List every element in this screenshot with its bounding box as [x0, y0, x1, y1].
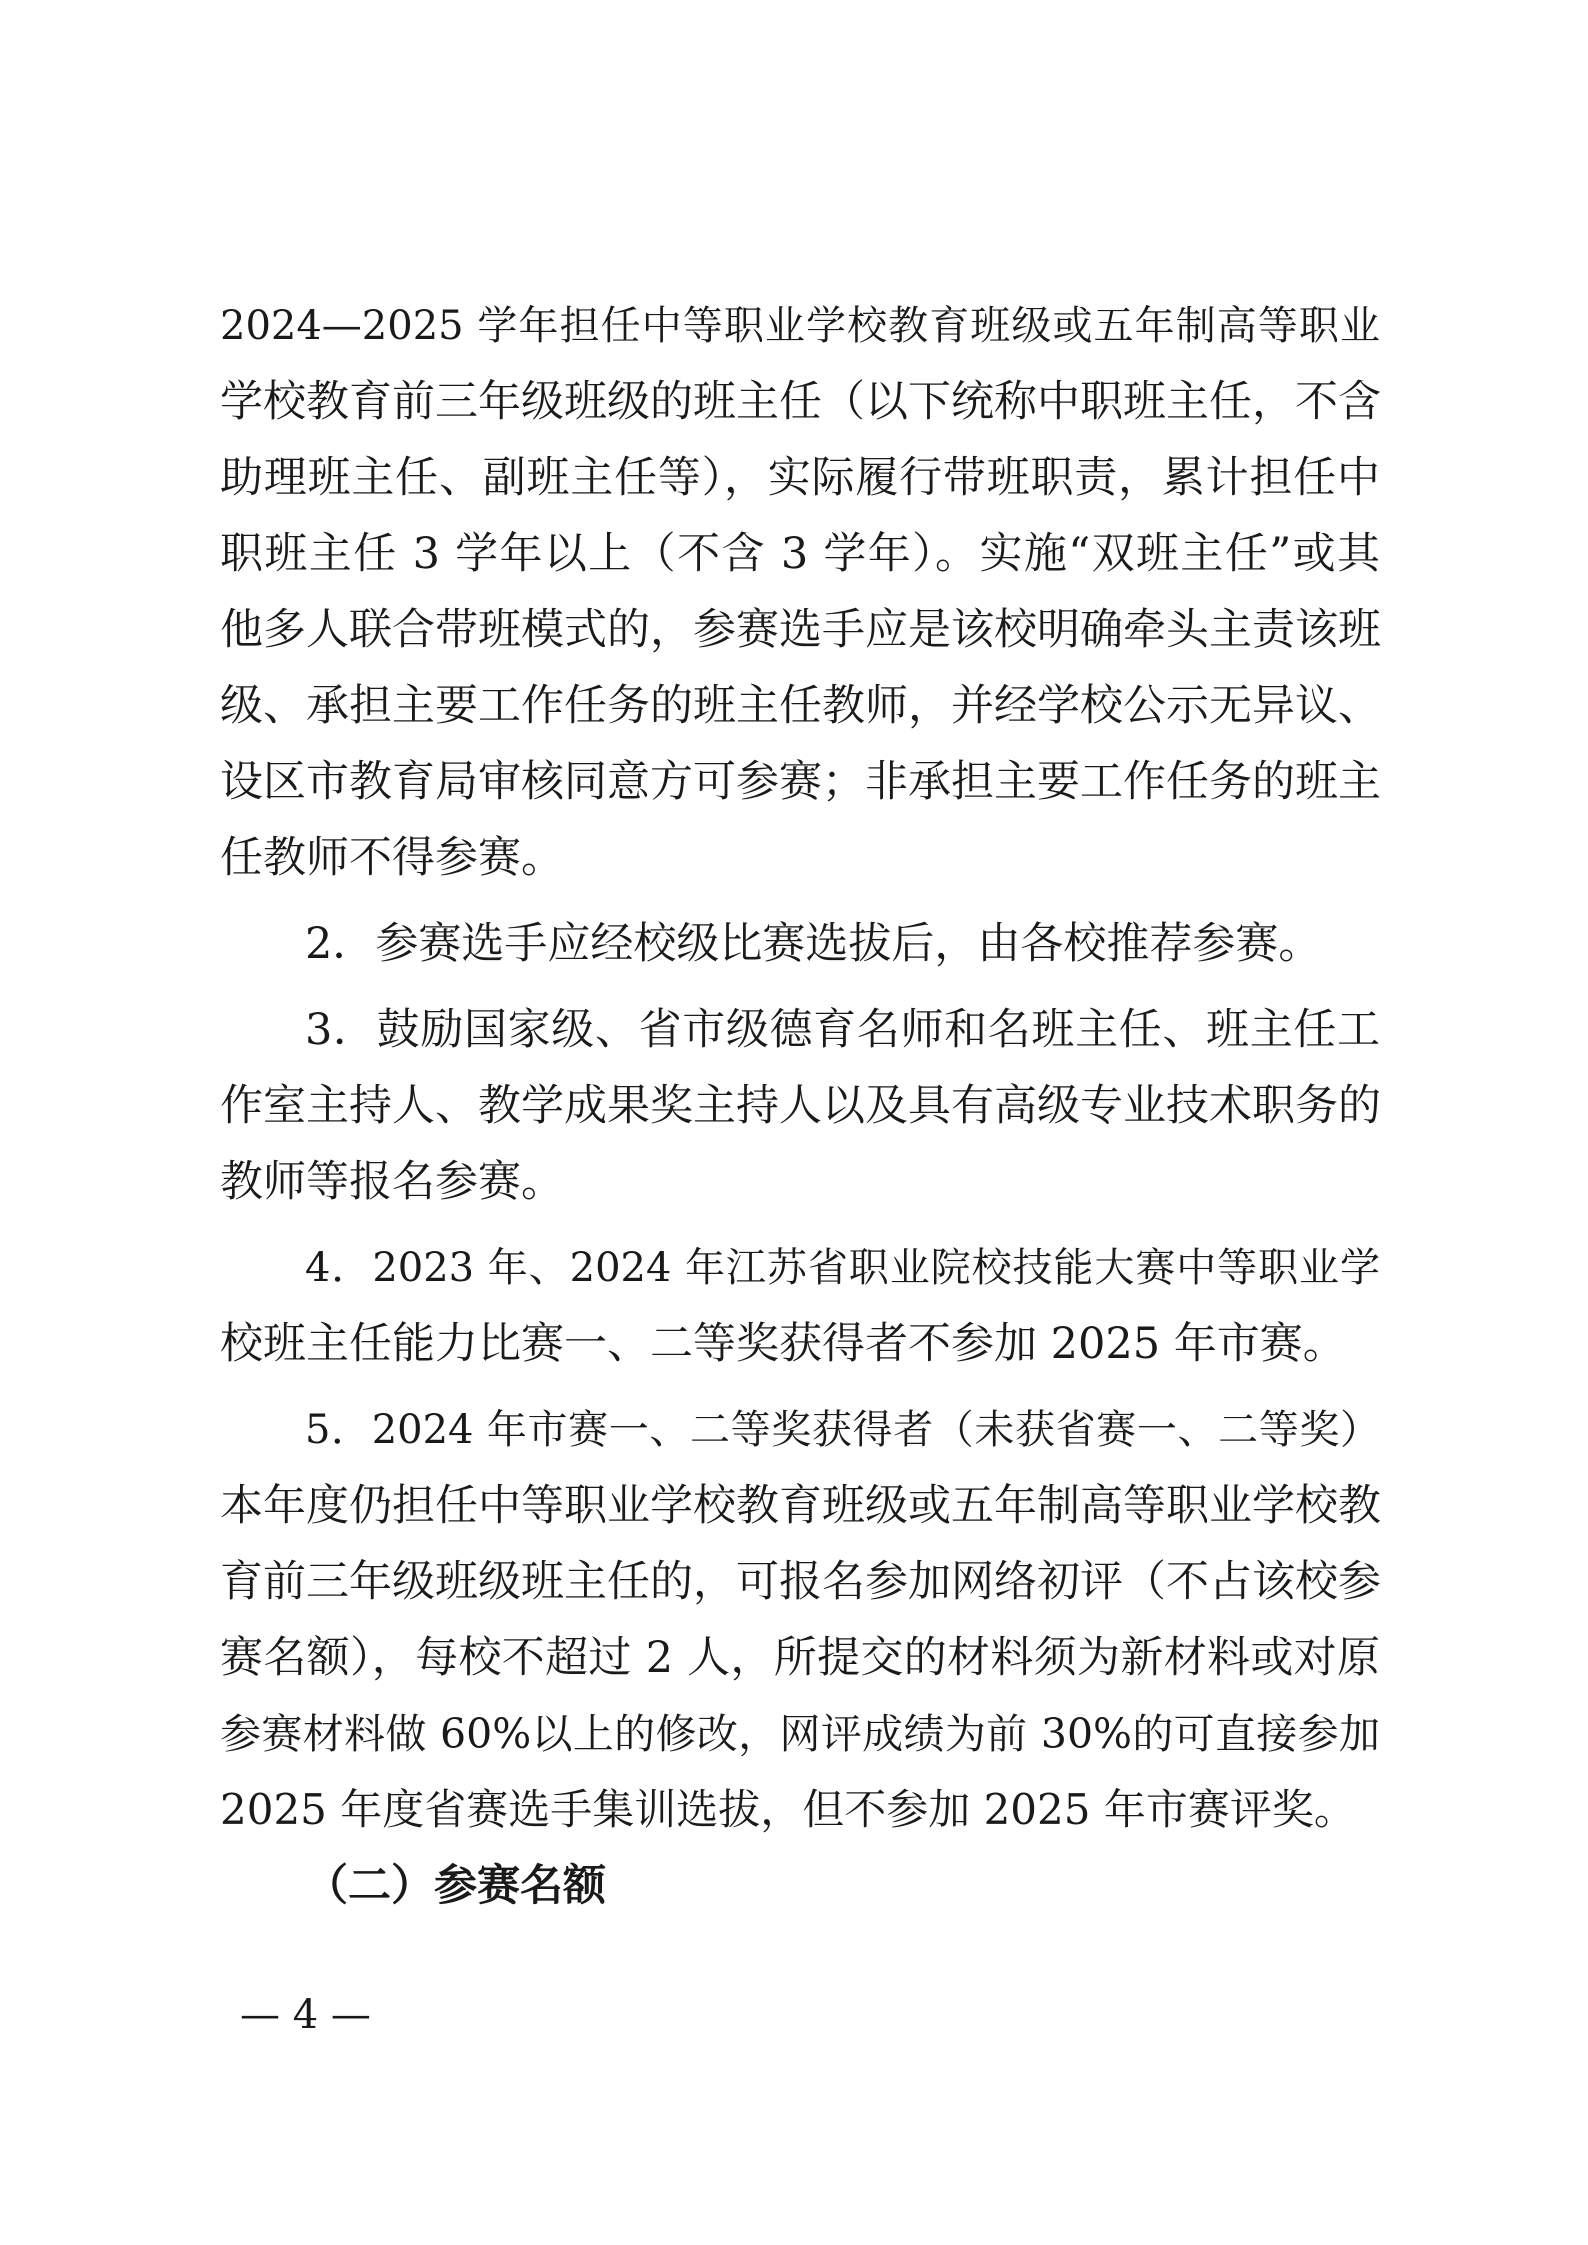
paragraph-line: 级、承担主要工作任务的班主任教师，并经学校公示无异议、	[220, 681, 1381, 731]
paragraph-line: 设区市教育局审核同意方可参赛；非承担主要工作任务的班主	[220, 757, 1381, 807]
paragraph-line: 助理班主任、副班主任等），实际履行带班职责，累计担任中	[220, 453, 1380, 503]
paragraph-line: 4．2023 年、2024 年江苏省职业院校技能大赛中等职业学	[305, 1245, 1380, 1291]
paragraph-line: 5．2024 年市赛一、二等奖获得者（未获省赛一、二等奖）	[305, 1407, 1380, 1453]
paragraph-line: 校班主任能力比赛一、二等奖获得者不参加 2025 年市赛。	[220, 1319, 1346, 1369]
section-heading: （二）参赛名额	[305, 1861, 606, 1911]
paragraph-line: 他多人联合带班模式的，参赛选手应是该校明确牵头主责该班	[220, 605, 1381, 655]
paragraph-line: 参赛材料做 60%以上的修改，网评成绩为前 30%的可直接参加	[220, 1710, 1380, 1758]
paragraph-line: 2025 年度省赛选手集训选拔，但不参加 2025 年市赛评奖。	[220, 1785, 1356, 1834]
paragraph-line: 2024—2025 学年担任中等职业学校教育班级或五年制高等职业	[220, 303, 1380, 349]
paragraph-line: 3．鼓励国家级、省市级德育名师和名班主任、班主任工	[305, 1005, 1380, 1055]
paragraph-line: 2．参赛选手应经校级比赛选拔后，由各校推荐参赛。	[305, 919, 1322, 969]
paragraph-line: 赛名额），每校不超过 2 人，所提交的材料须为新材料或对原	[220, 1633, 1380, 1683]
paragraph-line: 育前三年级班级班主任的，可报名参加网络初评（不占该校参	[220, 1557, 1381, 1607]
paragraph-line: 学校教育前三年级班级的班主任（以下统称中职班主任，不含	[220, 377, 1381, 427]
paragraph-line: 本年度仍担任中等职业学校教育班级或五年制高等职业学校教	[220, 1481, 1381, 1531]
paragraph-line: 任教师不得参赛。	[220, 833, 564, 883]
paragraph-line: 教师等报名参赛。	[220, 1157, 564, 1207]
paragraph-line: 职班主任 3 学年以上（不含 3 学年）。实施“双班主任”或其	[220, 529, 1380, 579]
page-number: — 4 —	[240, 1992, 371, 2038]
paragraph-line: 作室主持人、教学成果奖主持人以及具有高级专业技术职务的	[220, 1081, 1381, 1131]
